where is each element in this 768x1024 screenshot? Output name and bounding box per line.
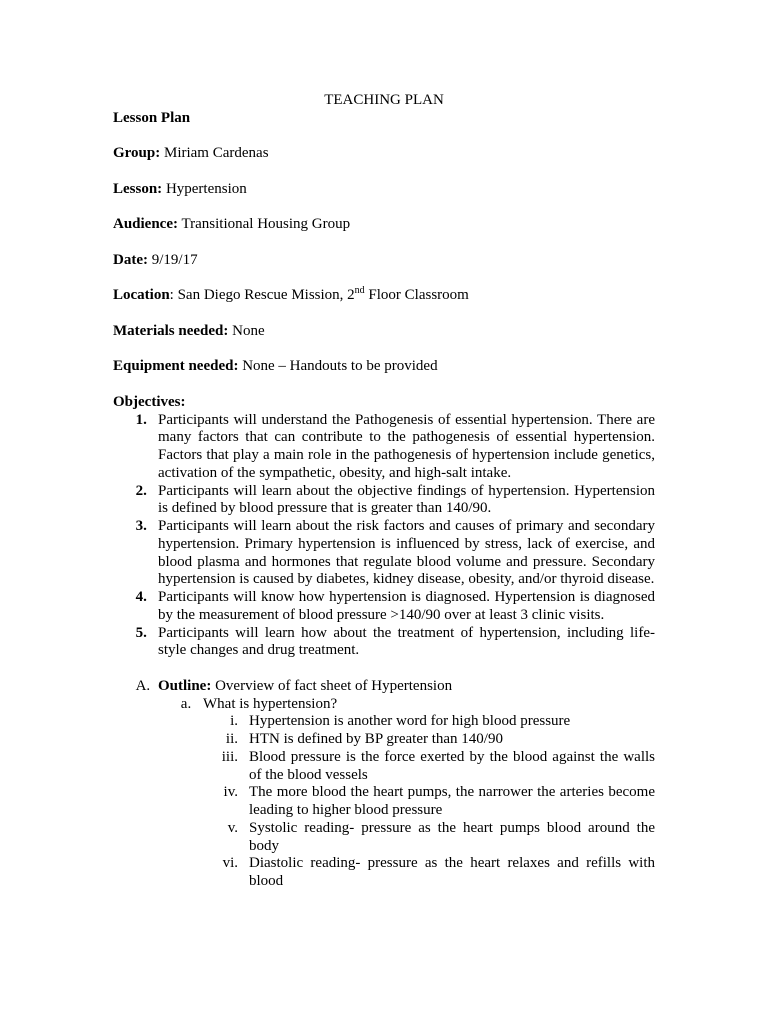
outline-section-marker: a. <box>180 695 192 712</box>
equipment-label: Equipment needed: <box>113 358 239 375</box>
date-field <box>113 252 655 270</box>
location-value-rest: Floor Classroom <box>364 287 469 304</box>
group-field <box>113 145 655 163</box>
outline-point-text: The more blood the heart pumps, the narrower the arteries become leading to higher blood pressure <box>249 784 655 818</box>
outline-section <box>113 696 655 714</box>
objective-text: Participants will learn about the objective findings of hypertension. Hypertension is defined by blood pressure that is greater than 140/90. <box>158 482 655 517</box>
outline-point-marker: ii. <box>225 731 238 747</box>
objective-number: 4. <box>135 589 147 605</box>
objective-number: 3. <box>135 518 147 534</box>
outline-point-text: Blood pressure is the force exerted by the blood against the walls of the blood vessels <box>249 748 655 783</box>
date-label: Date: <box>113 251 148 268</box>
outline-point-marker: v. <box>227 819 238 836</box>
outline-point-marker: vi. <box>222 855 238 872</box>
outline-point-text: Hypertension is another word for high blood pressure <box>249 713 571 730</box>
document-page <box>113 92 655 891</box>
outline-title: Overview of fact sheet of Hypertension <box>215 677 453 694</box>
group-value: Miriam Cardenas <box>163 145 269 162</box>
objective-number: 1. <box>135 411 147 428</box>
outline-point-marker: iii. <box>221 748 238 765</box>
materials-value: None <box>232 322 265 339</box>
outline-marker: A. <box>135 677 151 694</box>
objective-item <box>113 412 655 483</box>
location-label: Location <box>113 287 170 304</box>
equipment-field <box>113 358 655 376</box>
objectives-heading <box>113 394 655 412</box>
objective-item <box>113 518 655 589</box>
outline-point <box>113 855 655 891</box>
outline-section-title: What is hypertension? <box>203 695 338 712</box>
date-value: 9/19/17 <box>151 251 198 268</box>
objective-number: 5. <box>135 624 147 641</box>
materials-label: Materials needed: <box>113 322 229 339</box>
materials-field <box>113 323 655 341</box>
lesson-label: Lesson: <box>113 180 163 197</box>
document-title: TEACHING PLAN <box>324 92 444 108</box>
objectives-list <box>113 412 655 661</box>
outline-point-marker: i. <box>230 713 238 730</box>
outline-point-text: Systolic reading- pressure as the heart pumps blood around the body <box>249 819 655 854</box>
outline-point <box>113 713 655 731</box>
outline-point-text: HTN is defined by BP greater than 140/90 <box>249 731 503 747</box>
objective-number: 2. <box>135 482 147 499</box>
location-ordinal-superscript: nd <box>354 285 365 297</box>
outline-heading <box>113 678 655 696</box>
objective-item <box>113 625 655 661</box>
outline-label: Outline: <box>158 677 212 694</box>
lesson-plan-heading-text: Lesson Plan <box>113 109 191 126</box>
audience-label: Audience: <box>113 216 178 233</box>
objective-text: Participants will understand the Pathogenesis of essential hypertension. There are many factors that can contribute to the pathogenesis of essential hypertension. Factors that play a main role in the pathogenesis of hypertension include genetics, activation of the sympathetic, obesity, and high-salt intake. <box>158 411 655 481</box>
objective-text: Participants will learn about the risk factors and causes of primary and secondary hypertension. Primary hypertension is influenced by stress, lack of exercise, and blood plasma and hormones that regulate blood volume and pressure. Secondary hypertension is caused by diabetes, kidney disease, obesity, and/or thyroid disease. <box>158 518 655 588</box>
group-label: Group: <box>113 145 161 162</box>
equipment-value: None – Handouts to be provided <box>242 358 438 375</box>
lesson-value: Hypertension <box>165 180 247 197</box>
audience-value: Transitional Housing Group <box>181 216 351 233</box>
location-field <box>113 287 655 305</box>
outline-point <box>113 820 655 856</box>
lesson-field <box>113 181 655 199</box>
objective-text: Participants will know how hypertension is diagnosed. Hypertension is diagnosed by the measurement of blood pressure >140/90 over at least 3 clinic visits. <box>158 589 655 623</box>
location-value: : San Diego Rescue Mission, 2 <box>169 287 355 304</box>
outline-point <box>113 731 655 749</box>
audience-field <box>113 216 655 234</box>
outline-point <box>113 749 655 785</box>
outline-point-text: Diastolic reading- pressure as the heart relaxes and refills with blood <box>249 855 655 889</box>
objectives-heading-text: Objectives: <box>113 393 186 410</box>
outline-point-marker: iv. <box>223 784 238 801</box>
lesson-plan-heading <box>113 110 655 128</box>
outline-point <box>113 784 655 820</box>
objective-item <box>113 483 655 519</box>
outline-points-list <box>113 713 655 891</box>
objective-item <box>113 589 655 625</box>
objective-text: Participants will learn how about the treatment of hypertension, including life-style changes and drug treatment. <box>158 624 655 659</box>
